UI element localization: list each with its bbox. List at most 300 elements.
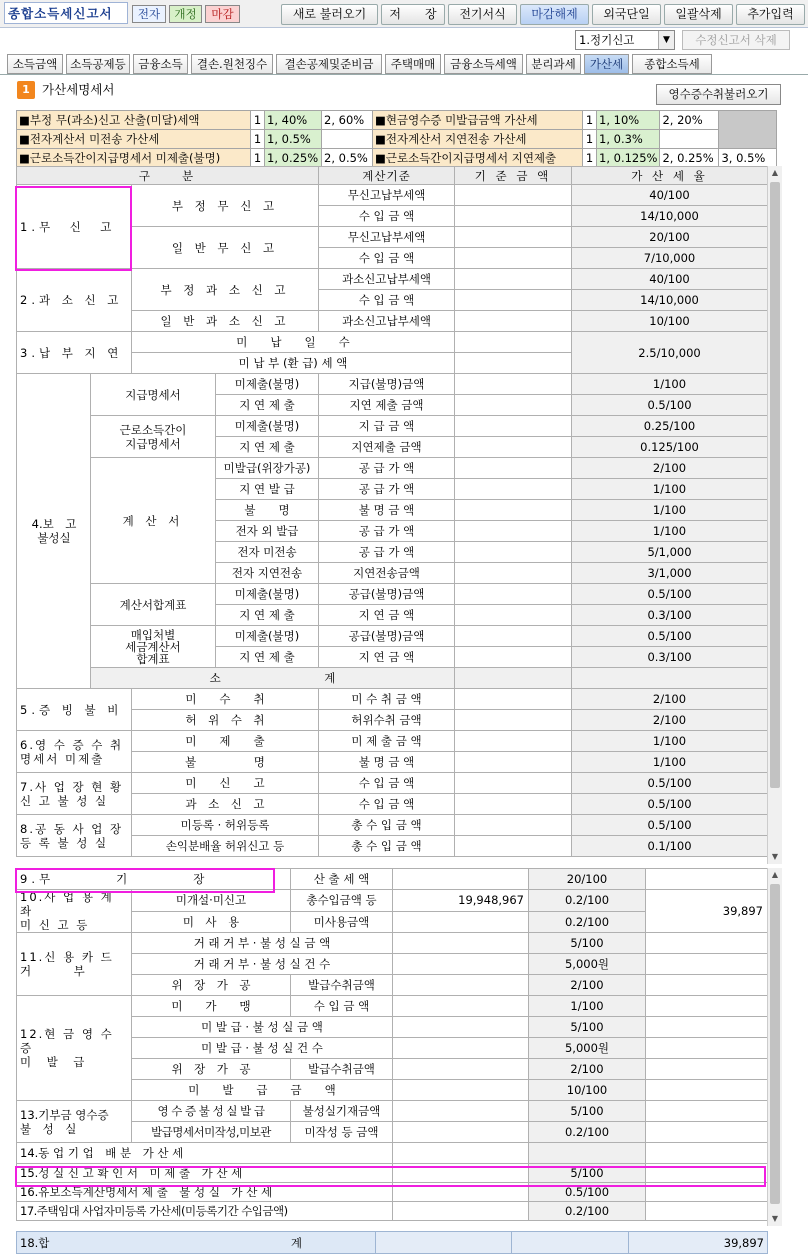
table-row xyxy=(17,374,775,395)
basis-cell: 불 명 금 액 xyxy=(319,500,455,521)
category-credit-card: 11.신 용 카 드 거 부 xyxy=(17,933,132,996)
basis-cell: 발급수취금액 xyxy=(291,1059,393,1080)
sub-cell: 전자 미전송 xyxy=(216,542,319,563)
previous-form-button[interactable]: 전기서식 xyxy=(448,4,517,25)
base-amount-input[interactable] xyxy=(455,731,572,752)
summary-option[interactable]: 1, 10% xyxy=(597,111,660,130)
sub-cell: 미개설·미신고 xyxy=(132,890,291,912)
tab-global-income-tax[interactable]: 종합소득세 xyxy=(632,54,712,74)
table-row xyxy=(17,458,775,479)
section-title: 가산세명세서 xyxy=(42,82,115,97)
rate-cell: 3/1,000 xyxy=(572,563,768,584)
basis-cell: 지연전송금액 xyxy=(319,563,455,584)
base-amount-input[interactable] xyxy=(455,794,572,815)
tab-financial-income-tax[interactable]: 금융소득세액 xyxy=(444,54,523,74)
delete-amended-report-button[interactable]: 수정신고서 삭제 xyxy=(682,30,790,50)
basis-cell: 지연 제출 금액 xyxy=(319,395,455,416)
rate-cell xyxy=(529,1143,646,1164)
base-amount-input[interactable] xyxy=(393,996,529,1017)
summary-label: ■현금영수증 미발급금액 가산세 xyxy=(373,111,583,130)
rate-cell: 5/100 xyxy=(529,933,646,954)
table-row xyxy=(17,1143,768,1164)
grand-total-rate xyxy=(512,1232,629,1254)
app-title: 종합소득세신고서 xyxy=(4,2,128,24)
rate-cell: 5/100 xyxy=(529,1164,646,1183)
tab-separate-taxation[interactable]: 분리과세 xyxy=(526,54,581,74)
summary-label: ■전자계산서 지연전송 가산세 xyxy=(373,130,583,149)
rate-cell: 2.5/10,000 xyxy=(572,332,768,374)
sub-cell: 미 발 급 · 불 성 실 금 액 xyxy=(132,1017,393,1038)
sub-cell: 미발급(위장가공) xyxy=(216,458,319,479)
basis-cell: 공급(불명)금액 xyxy=(319,584,455,605)
rate-cell: 1/100 xyxy=(572,500,768,521)
base-amount-input[interactable] xyxy=(393,1122,529,1143)
sub-cell: 미 발 급 · 불 성 실 건 수 xyxy=(132,1038,393,1059)
rate-cell: 0.5/100 xyxy=(572,773,768,794)
sub-fraud-no-report: 부 정 무 신 고 xyxy=(132,185,319,227)
rate-cell: 0.2/100 xyxy=(529,890,646,912)
basis-cell: 지연제출 금액 xyxy=(319,437,455,458)
base-amount-value[interactable]: 19,948,967 xyxy=(393,890,529,912)
penalty-table-lower xyxy=(16,868,768,1221)
rate-cell: 1/100 xyxy=(572,374,768,395)
group-invoice: 계 산 서 xyxy=(91,458,216,584)
sub-general-under-report: 일 반 과 소 신 고 xyxy=(132,311,319,332)
rate-cell: 0.2/100 xyxy=(529,1202,646,1221)
tab-loss-withholding[interactable]: 결손.원천징수 xyxy=(191,54,273,74)
sub-cell: 전자 외 발급 xyxy=(216,521,319,542)
sub-cell: 지 연 제 출 xyxy=(216,647,319,668)
table-row xyxy=(17,815,775,836)
basis-cell: 총수입금액 등 xyxy=(291,890,393,912)
tax-amount-cell xyxy=(646,1101,768,1122)
tab-income-deduction[interactable]: 소득공제등 xyxy=(66,54,130,74)
lower-scrollbar[interactable] xyxy=(767,868,782,1226)
table-row xyxy=(17,1164,768,1183)
sub-cell: 지 연 제 출 xyxy=(216,605,319,626)
summary-option[interactable]: 1, 0.25% xyxy=(265,149,322,168)
summary-option-input[interactable]: 1 xyxy=(251,130,265,149)
base-amount-input[interactable] xyxy=(455,458,572,479)
rate-cell: 0.5/100 xyxy=(572,794,768,815)
basis-cell: 미 제 출 금 액 xyxy=(319,731,455,752)
tax-amount-cell xyxy=(646,975,768,996)
base-amount-input[interactable] xyxy=(393,1059,529,1080)
summary-option[interactable]: 2, 60% xyxy=(322,111,373,130)
header-category: 구 분 xyxy=(17,167,319,185)
base-amount-input[interactable] xyxy=(455,311,572,332)
rate-cell: 0.5/100 xyxy=(572,395,768,416)
scroll-up-icon[interactable]: ▲ xyxy=(771,870,779,879)
summary-option[interactable]: 2, 0.5% xyxy=(322,149,373,168)
table-row xyxy=(17,890,768,912)
tax-amount-cell xyxy=(646,869,768,890)
basis-cell: 발급수취금액 xyxy=(291,975,393,996)
summary-option[interactable]: 1, 0.5% xyxy=(265,130,322,149)
basis-cell: 불 명 금 액 xyxy=(319,752,455,773)
table-row xyxy=(17,416,775,437)
category-under-report: 2.과 소 신 고 xyxy=(17,269,132,332)
tax-amount-cell xyxy=(646,1122,768,1143)
tab-divider xyxy=(0,74,808,75)
basis-cell: 공 급 가 액 xyxy=(319,479,455,500)
grand-total-row xyxy=(16,1231,768,1254)
rate-cell: 2/100 xyxy=(529,1059,646,1080)
table-row xyxy=(17,668,775,689)
summary-option[interactable]: 1, 0.3% xyxy=(597,130,660,149)
header-base-amount: 기 준 금 액 xyxy=(455,167,572,185)
summary-empty xyxy=(719,111,777,149)
category-joint-business: 8.공 동 사 업 장 등 록 불 성 실 xyxy=(17,815,132,857)
tax-amount-cell xyxy=(646,1143,768,1164)
basis-cell: 총 수 입 금 액 xyxy=(319,815,455,836)
basis-cell: 지 연 금 액 xyxy=(319,647,455,668)
base-amount-input[interactable] xyxy=(455,248,572,269)
category-no-bookkeeping: 9.무 기 장 xyxy=(17,869,291,890)
base-amount-input[interactable] xyxy=(393,1143,529,1164)
base-amount-input[interactable] xyxy=(455,395,572,416)
sub-cell: 과 소 신 고 xyxy=(132,794,319,815)
sub-unpaid-tax: 미 납 부 (환 급) 세 액 xyxy=(132,353,455,374)
rate-cell: 40/100 xyxy=(572,185,768,206)
tax-amount-cell xyxy=(646,1059,768,1080)
rate-cell: 7/10,000 xyxy=(572,248,768,269)
base-amount-input[interactable] xyxy=(393,1038,529,1059)
sub-cell: 미 사 용 xyxy=(132,911,291,933)
basis-cell: 공 급 가 액 xyxy=(319,521,455,542)
summary-option[interactable]: 1, 40% xyxy=(265,111,322,130)
additional-input-button[interactable]: 추가입력 xyxy=(736,4,805,25)
sub-cell: 허 위 수 취 xyxy=(132,710,319,731)
subtotal-rate xyxy=(572,668,768,689)
tax-amount-cell xyxy=(646,1038,768,1059)
rate-cell: 5/100 xyxy=(529,1101,646,1122)
rate-cell: 0.3/100 xyxy=(572,647,768,668)
sub-cell: 불 명 xyxy=(216,500,319,521)
rate-cell: 20/100 xyxy=(572,227,768,248)
sub-unpaid-days: 미 납 일 수 xyxy=(132,332,455,353)
table-row xyxy=(17,626,775,647)
tab-income-amount[interactable]: 소득금액 xyxy=(7,54,63,74)
sub-cell: 미 가 맹 xyxy=(132,996,291,1017)
base-amount-input[interactable] xyxy=(455,815,572,836)
base-amount-input[interactable] xyxy=(455,353,572,374)
base-amount-input[interactable] xyxy=(455,185,572,206)
basis-cell: 공 급 가 액 xyxy=(319,542,455,563)
closed-badge: 마감 xyxy=(205,5,240,23)
rate-cell: 10/100 xyxy=(529,1080,646,1101)
tax-amount-cell xyxy=(646,954,768,975)
tab-financial-income[interactable]: 금융소득 xyxy=(133,54,188,74)
category-receipt-statement: 6.영 수 증 수 취 명세서 미제출 xyxy=(17,731,132,773)
base-amount-input[interactable] xyxy=(455,773,572,794)
basis-cell: 과소신고납부세액 xyxy=(319,311,455,332)
electronic-badge: 전자 xyxy=(132,5,166,23)
rate-cell: 0.5/100 xyxy=(529,1183,646,1202)
penalty-table-upper xyxy=(16,166,775,857)
category-cash-receipt: 12.현 금 영 수 증 미 발 급 xyxy=(17,996,132,1101)
rate-cell: 5,000원 xyxy=(529,1038,646,1059)
sub-fraud-under-report: 부 정 과 소 신 고 xyxy=(132,269,319,311)
bulk-delete-button[interactable]: 일괄삭제 xyxy=(664,4,733,25)
summary-option[interactable]: 3, 0.5% xyxy=(719,149,777,168)
unclose-button[interactable]: 마감해제 xyxy=(520,4,589,25)
basis-cell: 미 수 취 금 액 xyxy=(319,689,455,710)
category-faithful-report: 15.성 실 신 고 확 인 서 미 제 출 가 산 세 xyxy=(17,1164,393,1183)
grand-total-base xyxy=(376,1232,512,1254)
sub-cell: 손익분배율 허위신고 등 xyxy=(132,836,319,857)
rate-cell: 20/100 xyxy=(529,869,646,890)
rate-cell: 40/100 xyxy=(572,269,768,290)
tax-amount-value: 39,897 xyxy=(646,890,768,933)
basis-cell: 공 급 가 액 xyxy=(319,458,455,479)
base-amount-input[interactable] xyxy=(455,479,572,500)
table-row xyxy=(17,689,775,710)
base-amount-input[interactable] xyxy=(393,1202,529,1221)
rate-cell: 14/10,000 xyxy=(572,290,768,311)
table-row xyxy=(17,996,768,1017)
category-report-failure: 4.보 고 불성실 xyxy=(17,374,91,689)
rate-cell: 2/100 xyxy=(572,458,768,479)
summary-option[interactable]: 2, 20% xyxy=(660,111,719,130)
upper-scrollbar[interactable] xyxy=(767,166,782,864)
sub-cell: 미제출(불명) xyxy=(216,626,319,647)
rate-cell: 5,000원 xyxy=(529,954,646,975)
base-amount-input[interactable] xyxy=(393,911,529,933)
base-amount-input[interactable] xyxy=(455,416,572,437)
sub-general-no-report: 일 반 무 신 고 xyxy=(132,227,319,269)
tax-amount-cell xyxy=(646,933,768,954)
sub-cell: 미 발 급 금 액 xyxy=(132,1080,393,1101)
basis-cell: 지 급 금 액 xyxy=(319,416,455,437)
base-amount-input[interactable] xyxy=(455,605,572,626)
rate-cell: 0.3/100 xyxy=(572,605,768,626)
rate-cell: 1/100 xyxy=(572,479,768,500)
report-type-select[interactable] xyxy=(575,30,675,50)
category-donation-receipt: 13.기부금 영수증 불 성 실 xyxy=(17,1101,132,1143)
group-payment-statement: 지급명세서 xyxy=(91,374,216,416)
base-amount-input[interactable] xyxy=(393,1101,529,1122)
base-amount-input[interactable] xyxy=(393,1017,529,1038)
chevron-down-icon[interactable]: ▼ xyxy=(658,31,674,49)
table-row xyxy=(17,933,768,954)
basis-cell: 총 수 입 금 액 xyxy=(319,836,455,857)
grand-total-label: 18.합 계 xyxy=(17,1232,376,1254)
sub-cell: 미 신 고 xyxy=(132,773,319,794)
grand-total-value: 39,897 xyxy=(629,1232,768,1254)
subtotal-base xyxy=(455,668,572,689)
summary-label: ■부정 무(과소)신고 산출(미달)세액 xyxy=(17,111,251,130)
summary-label: ■근로소득간이지급명세서 지연제출 xyxy=(373,149,583,168)
base-amount-input[interactable] xyxy=(455,290,572,311)
base-amount-input[interactable] xyxy=(393,954,529,975)
rate-cell: 0.25/100 xyxy=(572,416,768,437)
sub-cell: 발급명세서미작성,미보관 xyxy=(132,1122,291,1143)
basis-cell: 수 입 금 액 xyxy=(319,206,455,227)
sub-cell: 불 명 xyxy=(132,752,319,773)
table-row xyxy=(17,869,768,890)
base-amount-input[interactable] xyxy=(455,206,572,227)
revised-badge: 개정 xyxy=(169,5,202,23)
base-amount-input[interactable] xyxy=(455,563,572,584)
category-missing-evidence: 5.증 빙 불 비 xyxy=(17,689,132,731)
basis-cell: 허위수취 금액 xyxy=(319,710,455,731)
basis-cell: 불성실기재금액 xyxy=(291,1101,393,1122)
base-amount-input[interactable] xyxy=(455,626,572,647)
base-amount-input[interactable] xyxy=(455,710,572,731)
base-amount-input[interactable] xyxy=(393,1183,529,1202)
sub-cell: 미등록 · 허위등록 xyxy=(132,815,319,836)
scroll-down-icon[interactable]: ▼ xyxy=(771,852,779,861)
sub-cell: 위 장 가 공 xyxy=(132,1059,291,1080)
base-amount-input[interactable] xyxy=(455,752,572,773)
reload-button[interactable]: 새로 불러오기 xyxy=(281,4,378,25)
basis-cell: 무신고납부세액 xyxy=(319,185,455,206)
category-retained-income: 16.유보소득계산명세서 제 출 불 성 실 가 산 세 xyxy=(17,1183,393,1202)
base-amount-input[interactable] xyxy=(455,647,572,668)
base-amount-input[interactable] xyxy=(455,521,572,542)
tax-amount-cell xyxy=(646,1202,768,1221)
table-row xyxy=(17,584,775,605)
summary-row xyxy=(17,130,777,149)
scroll-down-icon[interactable]: ▼ xyxy=(771,1214,779,1223)
basis-cell: 무신고납부세액 xyxy=(319,227,455,248)
group-invoice-summary: 계산서합계표 xyxy=(91,584,216,626)
summary-empty xyxy=(322,130,373,149)
table-row xyxy=(17,1202,768,1221)
rate-cell: 0.5/100 xyxy=(572,584,768,605)
table-row xyxy=(17,332,775,353)
rate-cell: 0.1/100 xyxy=(572,836,768,857)
base-amount-input[interactable] xyxy=(393,933,529,954)
basis-cell: 과소신고납부세액 xyxy=(319,269,455,290)
tax-amount-cell xyxy=(646,996,768,1017)
sub-cell: 미제출(불명) xyxy=(216,584,319,605)
sub-cell: 전자 지연전송 xyxy=(216,563,319,584)
summary-option[interactable]: 2, 0.25% xyxy=(660,149,719,168)
summary-option-input[interactable]: 1 xyxy=(251,111,265,130)
base-amount-input[interactable] xyxy=(455,374,572,395)
tax-amount-cell xyxy=(646,1183,768,1202)
subtotal-label: 소 계 xyxy=(91,668,455,689)
group-purchase-invoice: 매입처별 세금계산서 합계표 xyxy=(91,626,216,668)
rate-cell: 5/1,000 xyxy=(572,542,768,563)
category-late-payment: 3.납 부 지 연 xyxy=(17,332,132,374)
rate-cell: 0.5/100 xyxy=(572,626,768,647)
summary-empty xyxy=(660,130,719,149)
table-row xyxy=(17,1101,768,1122)
save-button[interactable]: 저 장 xyxy=(381,4,445,25)
summary-label: ■전자계산서 미전송 가산세 xyxy=(17,130,251,149)
foreign-flat-button[interactable]: 외국단일 xyxy=(592,4,661,25)
basis-cell: 수 입 금 액 xyxy=(319,248,455,269)
rate-cell: 2/100 xyxy=(572,689,768,710)
base-amount-input[interactable] xyxy=(393,1080,529,1101)
table-row xyxy=(17,269,775,290)
base-amount-input[interactable] xyxy=(393,975,529,996)
sub-cell: 위 장 가 공 xyxy=(132,975,291,996)
summary-row xyxy=(17,149,777,168)
basis-cell: 수 입 금 액 xyxy=(319,290,455,311)
scroll-thumb[interactable] xyxy=(770,884,780,1204)
tax-amount-cell xyxy=(646,1080,768,1101)
table-header-row xyxy=(17,167,775,185)
table-row xyxy=(17,773,775,794)
sub-cell: 지 연 제 출 xyxy=(216,395,319,416)
category-housing-rental: 17.주택임대 사업자미등록 가산세(미등록기간 수입금액) xyxy=(17,1202,393,1221)
basis-cell: 공급(불명)금액 xyxy=(319,626,455,647)
header-basis: 계산기준 xyxy=(319,167,455,185)
sub-cell: 영 수 증 불 성 실 발 급 xyxy=(132,1101,291,1122)
base-amount-input[interactable] xyxy=(455,500,572,521)
tab-additional-tax[interactable]: 가산세 xyxy=(584,54,629,74)
summary-label: ■근로소득간이지급명세서 미제출(불명) xyxy=(17,149,251,168)
sub-cell: 거 래 거 부 · 불 성 실 금 액 xyxy=(132,933,393,954)
tab-loss-deduction-reserve[interactable]: 결손공제및준비금 xyxy=(276,54,382,74)
base-amount-input[interactable] xyxy=(393,869,529,890)
tab-housing-trade[interactable]: 주택매매 xyxy=(385,54,441,74)
base-amount-input[interactable] xyxy=(455,227,572,248)
rate-cell: 5/100 xyxy=(529,1017,646,1038)
sub-cell: 미제출(불명) xyxy=(216,374,319,395)
category-no-report: 1.무 신 고 xyxy=(17,185,132,269)
basis-cell: 수 입 금 액 xyxy=(319,794,455,815)
rate-cell: 2/100 xyxy=(529,975,646,996)
category-business-account: 10.사 업 용 계 좌 미 신 고 등 xyxy=(17,890,132,933)
sub-cell: 미 수 취 xyxy=(132,689,319,710)
base-amount-input[interactable] xyxy=(455,332,572,353)
rate-cell: 10/100 xyxy=(572,311,768,332)
category-business-status: 7.사 업 장 현 황 신 고 불 성 실 xyxy=(17,773,132,815)
rate-cell: 2/100 xyxy=(572,710,768,731)
base-amount-input[interactable] xyxy=(455,542,572,563)
scroll-thumb[interactable] xyxy=(770,182,780,788)
sub-cell: 지 연 발 급 xyxy=(216,479,319,500)
recall-receipt-button[interactable]: 영수증수취불러오기 xyxy=(656,84,781,105)
base-amount-input[interactable] xyxy=(455,836,572,857)
scroll-up-icon[interactable]: ▲ xyxy=(771,168,779,177)
sub-cell: 지 연 제 출 xyxy=(216,437,319,458)
base-amount-input[interactable] xyxy=(455,584,572,605)
summary-option-input[interactable]: 1 xyxy=(583,111,597,130)
rate-cell: 1/100 xyxy=(572,521,768,542)
base-amount-input[interactable] xyxy=(455,269,572,290)
header-rate: 가 산 세 율 xyxy=(572,167,768,185)
rate-cell: 0.5/100 xyxy=(572,815,768,836)
rate-cell: 1/100 xyxy=(529,996,646,1017)
summary-option-input[interactable]: 1 xyxy=(583,130,597,149)
summary-option[interactable]: 1, 0.125% xyxy=(597,149,660,168)
group-simple-payment-statement: 근로소득간이 지급명세서 xyxy=(91,416,216,458)
rate-cell: 14/10,000 xyxy=(572,206,768,227)
tax-amount-cell xyxy=(646,1017,768,1038)
rate-cell: 0.2/100 xyxy=(529,1122,646,1143)
table-row xyxy=(17,731,775,752)
base-amount-input[interactable] xyxy=(393,1164,529,1183)
basis-cell: 지급(불명)금액 xyxy=(319,374,455,395)
rate-cell: 1/100 xyxy=(572,752,768,773)
base-amount-input[interactable] xyxy=(455,689,572,710)
base-amount-input[interactable] xyxy=(455,437,572,458)
tax-amount-cell xyxy=(646,1164,768,1183)
summary-option-input[interactable]: 1 xyxy=(251,149,265,168)
basis-cell: 수 입 금 액 xyxy=(291,996,393,1017)
basis-cell: 미작성 등 금액 xyxy=(291,1122,393,1143)
summary-option-input[interactable]: 1 xyxy=(583,149,597,168)
table-row xyxy=(17,1183,768,1202)
table-row xyxy=(17,185,775,206)
rate-cell: 0.125/100 xyxy=(572,437,768,458)
